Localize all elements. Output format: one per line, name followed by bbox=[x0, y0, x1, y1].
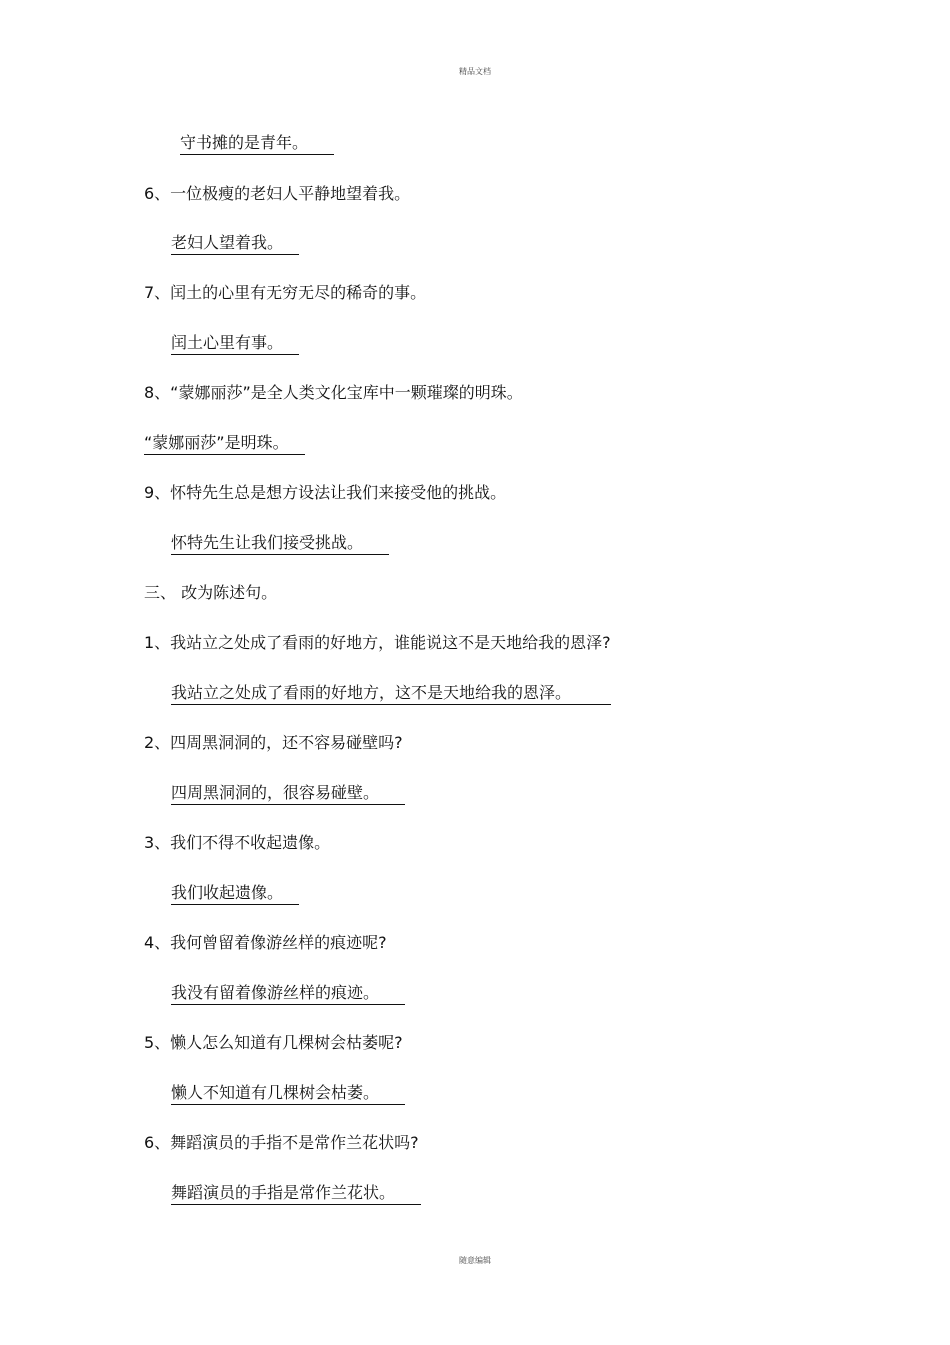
question-line: 6、一位极瘦的老妇人平静地望着我。 bbox=[144, 184, 411, 203]
question-line: 7、闰土的心里有无穷无尽的稀奇的事。 bbox=[144, 283, 427, 302]
answer-text: 我们收起遗像。 bbox=[171, 883, 299, 905]
answer-text: 我没有留着像游丝样的痕迹。 bbox=[171, 983, 405, 1005]
question-line: 3、我们不得不收起遗像。 bbox=[144, 833, 331, 852]
page-header: 精品文档 bbox=[459, 67, 491, 76]
answer-text: 守书摊的是青年。 bbox=[180, 133, 334, 155]
question-line: 6、舞蹈演员的手指不是常作兰花状吗? bbox=[144, 1133, 419, 1152]
answer-line bbox=[171, 783, 405, 805]
answer-line bbox=[171, 983, 405, 1005]
question-line: 2、四周黑洞洞的，还不容易碰壁吗? bbox=[144, 733, 403, 752]
answer-text: 舞蹈演员的手指是常作兰花状。 bbox=[171, 1183, 421, 1205]
answer-text: 闰土心里有事。 bbox=[171, 333, 299, 355]
answer-line bbox=[171, 333, 299, 355]
question-line: 9、怀特先生总是想方设法让我们来接受他的挑战。 bbox=[144, 483, 507, 502]
answer-line bbox=[144, 433, 305, 455]
answer-text: “蒙娜丽莎”是明珠。 bbox=[144, 433, 305, 455]
question-line: 4、我何曾留着像游丝样的痕迹呢? bbox=[144, 933, 387, 952]
answer-text: 怀特先生让我们接受挑战。 bbox=[171, 533, 389, 555]
answer-line bbox=[171, 233, 299, 255]
answer-line bbox=[171, 883, 299, 905]
answer-text: 我站立之处成了看雨的好地方，这不是天地给我的恩泽。 bbox=[171, 683, 611, 705]
answer-text: 四周黑洞洞的，很容易碰壁。 bbox=[171, 783, 405, 805]
answer-line bbox=[180, 133, 334, 155]
answer-line bbox=[171, 1183, 421, 1205]
answer-line bbox=[171, 533, 389, 555]
answer-text: 老妇人望着我。 bbox=[171, 233, 299, 255]
question-line: 1、我站立之处成了看雨的好地方，谁能说这不是天地给我的恩泽? bbox=[144, 633, 611, 652]
question-line: 8、“蒙娜丽莎”是全人类文化宝库中一颗璀璨的明珠。 bbox=[144, 383, 523, 402]
page-footer: 随意编辑 bbox=[459, 1256, 491, 1265]
answer-line bbox=[171, 683, 611, 705]
answer-line bbox=[171, 1083, 405, 1105]
answer-text: 懒人不知道有几棵树会枯萎。 bbox=[171, 1083, 405, 1105]
question-line: 5、懒人怎么知道有几棵树会枯萎呢? bbox=[144, 1033, 403, 1052]
section-heading: 三、 改为陈述句。 bbox=[144, 583, 278, 602]
